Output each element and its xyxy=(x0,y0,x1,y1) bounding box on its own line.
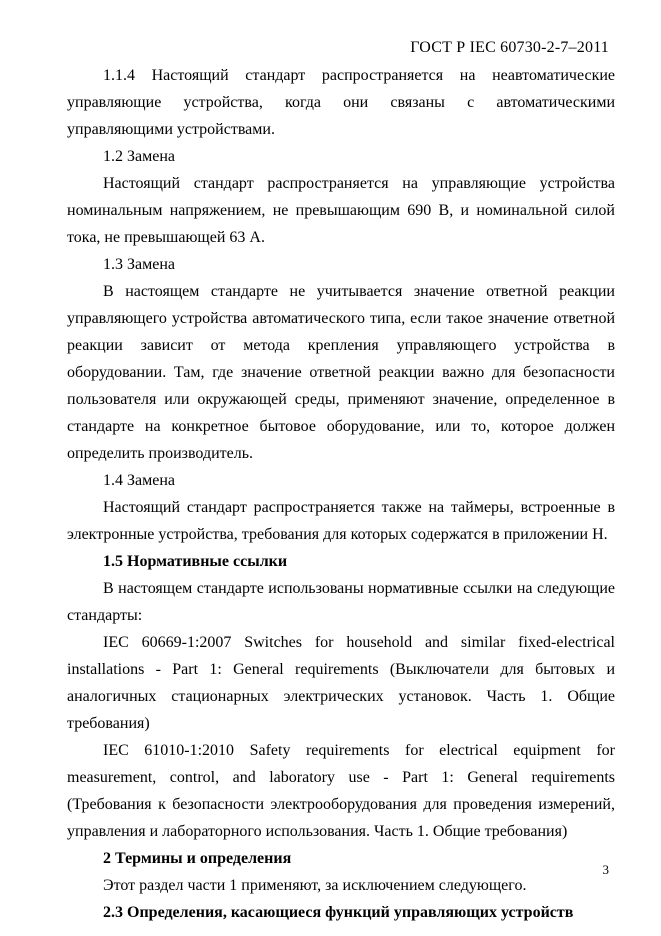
clause-heading-1-4: 1.4 Замена xyxy=(103,472,176,489)
clause-heading-1-2: 1.2 Замена xyxy=(103,148,176,165)
paragraph-1-2: Настоящий стандарт распространяется на управляющие устройства номинальным напряжением, не превышающим 690 В, и номинальной силой тока, не превышающей 63 А. xyxy=(67,175,615,246)
section-heading-2: 2 Термины и определения xyxy=(103,850,292,867)
paragraph-2: Этот раздел части 1 применяют, за исключением следующего. xyxy=(103,877,527,894)
document-body xyxy=(67,62,615,926)
page-number: 3 xyxy=(602,862,609,877)
section-heading-2-3: 2.3 Определения, касающиеся функций управляющих устройств xyxy=(103,904,574,921)
clause-heading-1-3: 1.3 Замена xyxy=(103,256,176,273)
paragraph-1-1-4: 1.1.4 Настоящий стандарт распространяется на неавтоматические управляющие устройства, когда они связаны с автоматическими управляющими устройствами. xyxy=(67,67,615,138)
reference-iec-60669-1: IEC 60669-1:2007 Switches for household and similar fixed-electrical installations - Part 1: General requirements (Выключатели для бытовых и аналогичных стационарных электрических установок. Часть 1. Общие требования) xyxy=(67,634,615,732)
reference-iec-61010-1: IEC 61010-1:2010 Safety requirements for electrical equipment for measurement, control, and laboratory use - Part 1: General requirements (Требования к безопасности электрооборудования для проведения измерений, управления и лабораторного использования. Часть 1. Общие требования) xyxy=(67,742,615,840)
paragraph-1-5: В настоящем стандарте использованы нормативные ссылки на следующие стандарты: xyxy=(67,580,615,624)
standard-designation: ГОСТ Р IEC 60730-2-7–2011 xyxy=(410,39,609,56)
section-heading-1-5: 1.5 Нормативные ссылки xyxy=(103,553,288,570)
document-header xyxy=(410,38,609,58)
paragraph-1-3: В настоящем стандарте не учитывается значение ответной реакции управляющего устройства автоматического типа, если такое значение ответной реакции зависит от метода крепления управляющего устройства в оборудовании. Там, где значение ответной реакции важно для безопасности пользователя или окружающей среды, применяют значение, определенное в стандарте на конкретное бытовое оборудование, или то, которое должен определить производитель. xyxy=(67,283,615,462)
paragraph-1-4: Настоящий стандарт распространяется также на таймеры, встроенные в электронные устройства, требования для которых содержатся в приложении Н. xyxy=(67,499,615,543)
